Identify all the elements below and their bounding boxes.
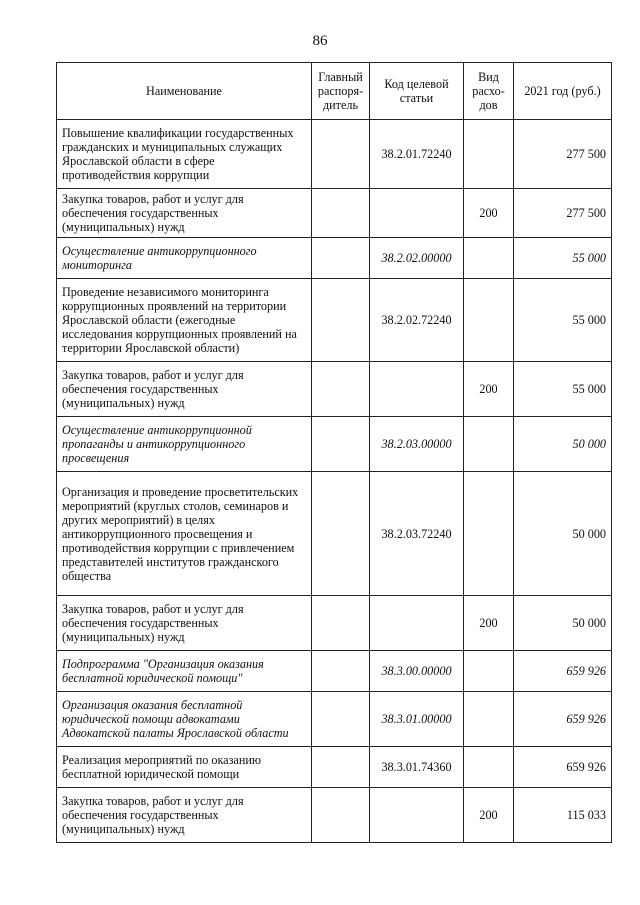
table-row bbox=[57, 692, 612, 747]
row-amount-cell: 115 033 bbox=[514, 788, 612, 843]
row-main-manager-cell bbox=[312, 362, 370, 417]
row-main-manager-cell bbox=[312, 651, 370, 692]
row-expense-type-cell: 200 bbox=[464, 788, 514, 843]
table-row bbox=[57, 788, 612, 843]
row-amount-cell: 659 926 bbox=[514, 692, 612, 747]
row-code-cell: 38.3.01.74360 bbox=[370, 747, 464, 788]
table-row bbox=[57, 238, 612, 279]
header-year: 2021 год (руб.) bbox=[514, 63, 612, 120]
row-code-cell: 38.2.02.72240 bbox=[370, 279, 464, 362]
row-main-manager-cell bbox=[312, 189, 370, 238]
row-code-cell: 38.3.01.00000 bbox=[370, 692, 464, 747]
row-name-cell: Закупка товаров, работ и услуг для обеспечения государственных (муниципальных) нужд bbox=[57, 189, 312, 238]
row-main-manager-cell bbox=[312, 747, 370, 788]
row-expense-type-cell: 200 bbox=[464, 189, 514, 238]
row-code-cell: 38.2.01.72240 bbox=[370, 120, 464, 189]
row-main-manager-cell bbox=[312, 788, 370, 843]
row-code-cell: 38.2.03.00000 bbox=[370, 417, 464, 472]
row-main-manager-cell bbox=[312, 596, 370, 651]
row-name-cell: Осуществление антикоррупционной пропаганды и антикоррупционного просвещения bbox=[57, 417, 312, 472]
row-code-cell: 38.2.03.72240 bbox=[370, 472, 464, 596]
row-expense-type-cell bbox=[464, 417, 514, 472]
table-row bbox=[57, 651, 612, 692]
table-row bbox=[57, 120, 612, 189]
row-main-manager-cell bbox=[312, 120, 370, 189]
row-main-manager-cell bbox=[312, 417, 370, 472]
row-name-cell: Проведение независимого мониторинга коррупционных проявлений на территории Ярославской области (ежегодные исследования коррупционных проявлений на территории Ярославской области) bbox=[57, 279, 312, 362]
row-expense-type-cell bbox=[464, 120, 514, 189]
row-code-cell bbox=[370, 362, 464, 417]
row-name-cell: Повышение квалификации государственных гражданских и муниципальных служащих Ярославской области в сфере противодействия коррупции bbox=[57, 120, 312, 189]
table-row bbox=[57, 472, 612, 596]
row-name-cell: Закупка товаров, работ и услуг для обеспечения государственных (муниципальных) нужд bbox=[57, 362, 312, 417]
row-amount-cell: 50 000 bbox=[514, 472, 612, 596]
header-main-manager: Главный распоря-дитель bbox=[312, 63, 370, 120]
row-main-manager-cell bbox=[312, 238, 370, 279]
row-expense-type-cell bbox=[464, 238, 514, 279]
row-amount-cell: 277 500 bbox=[514, 120, 612, 189]
budget-table bbox=[56, 62, 612, 843]
row-amount-cell: 55 000 bbox=[514, 238, 612, 279]
row-expense-type-cell bbox=[464, 747, 514, 788]
row-amount-cell: 55 000 bbox=[514, 362, 612, 417]
row-expense-type-cell bbox=[464, 279, 514, 362]
row-main-manager-cell bbox=[312, 472, 370, 596]
row-expense-type-cell bbox=[464, 692, 514, 747]
header-code: Код целевой статьи bbox=[370, 63, 464, 120]
row-expense-type-cell bbox=[464, 472, 514, 596]
row-expense-type-cell: 200 bbox=[464, 362, 514, 417]
row-code-cell bbox=[370, 788, 464, 843]
row-amount-cell: 50 000 bbox=[514, 596, 612, 651]
table-header-row bbox=[57, 63, 612, 120]
header-expense-type: Вид расхо-дов bbox=[464, 63, 514, 120]
row-name-cell: Подпрограмма "Организация оказания бесплатной юридической помощи" bbox=[57, 651, 312, 692]
table-row bbox=[57, 279, 612, 362]
table-row bbox=[57, 189, 612, 238]
row-code-cell bbox=[370, 189, 464, 238]
row-amount-cell: 659 926 bbox=[514, 747, 612, 788]
table-row bbox=[57, 596, 612, 651]
header-name: Наименование bbox=[57, 63, 312, 120]
row-expense-type-cell: 200 bbox=[464, 596, 514, 651]
row-name-cell: Закупка товаров, работ и услуг для обеспечения государственных (муниципальных) нужд bbox=[57, 788, 312, 843]
table-row bbox=[57, 747, 612, 788]
row-amount-cell: 659 926 bbox=[514, 651, 612, 692]
row-main-manager-cell bbox=[312, 692, 370, 747]
row-code-cell bbox=[370, 596, 464, 651]
table-row bbox=[57, 362, 612, 417]
row-amount-cell: 55 000 bbox=[514, 279, 612, 362]
row-expense-type-cell bbox=[464, 651, 514, 692]
row-amount-cell: 50 000 bbox=[514, 417, 612, 472]
row-amount-cell: 277 500 bbox=[514, 189, 612, 238]
row-name-cell: Организация оказания бесплатной юридической помощи адвокатами Адвокатской палаты Ярославской области bbox=[57, 692, 312, 747]
row-name-cell: Осуществление антикоррупционного мониторинга bbox=[57, 238, 312, 279]
row-code-cell: 38.3.00.00000 bbox=[370, 651, 464, 692]
row-main-manager-cell bbox=[312, 279, 370, 362]
row-code-cell: 38.2.02.00000 bbox=[370, 238, 464, 279]
row-name-cell: Организация и проведение просветительских мероприятий (круглых столов, семинаров и других мероприятий) в целях антикоррупционного просвещения и противодействия коррупции с привлечением представителей институтов гражданского общества bbox=[57, 472, 312, 596]
page-number: 86 bbox=[312, 33, 328, 49]
row-name-cell: Реализация мероприятий по оказанию бесплатной юридической помощи bbox=[57, 747, 312, 788]
row-name-cell: Закупка товаров, работ и услуг для обеспечения государственных (муниципальных) нужд bbox=[57, 596, 312, 651]
table-row bbox=[57, 417, 612, 472]
